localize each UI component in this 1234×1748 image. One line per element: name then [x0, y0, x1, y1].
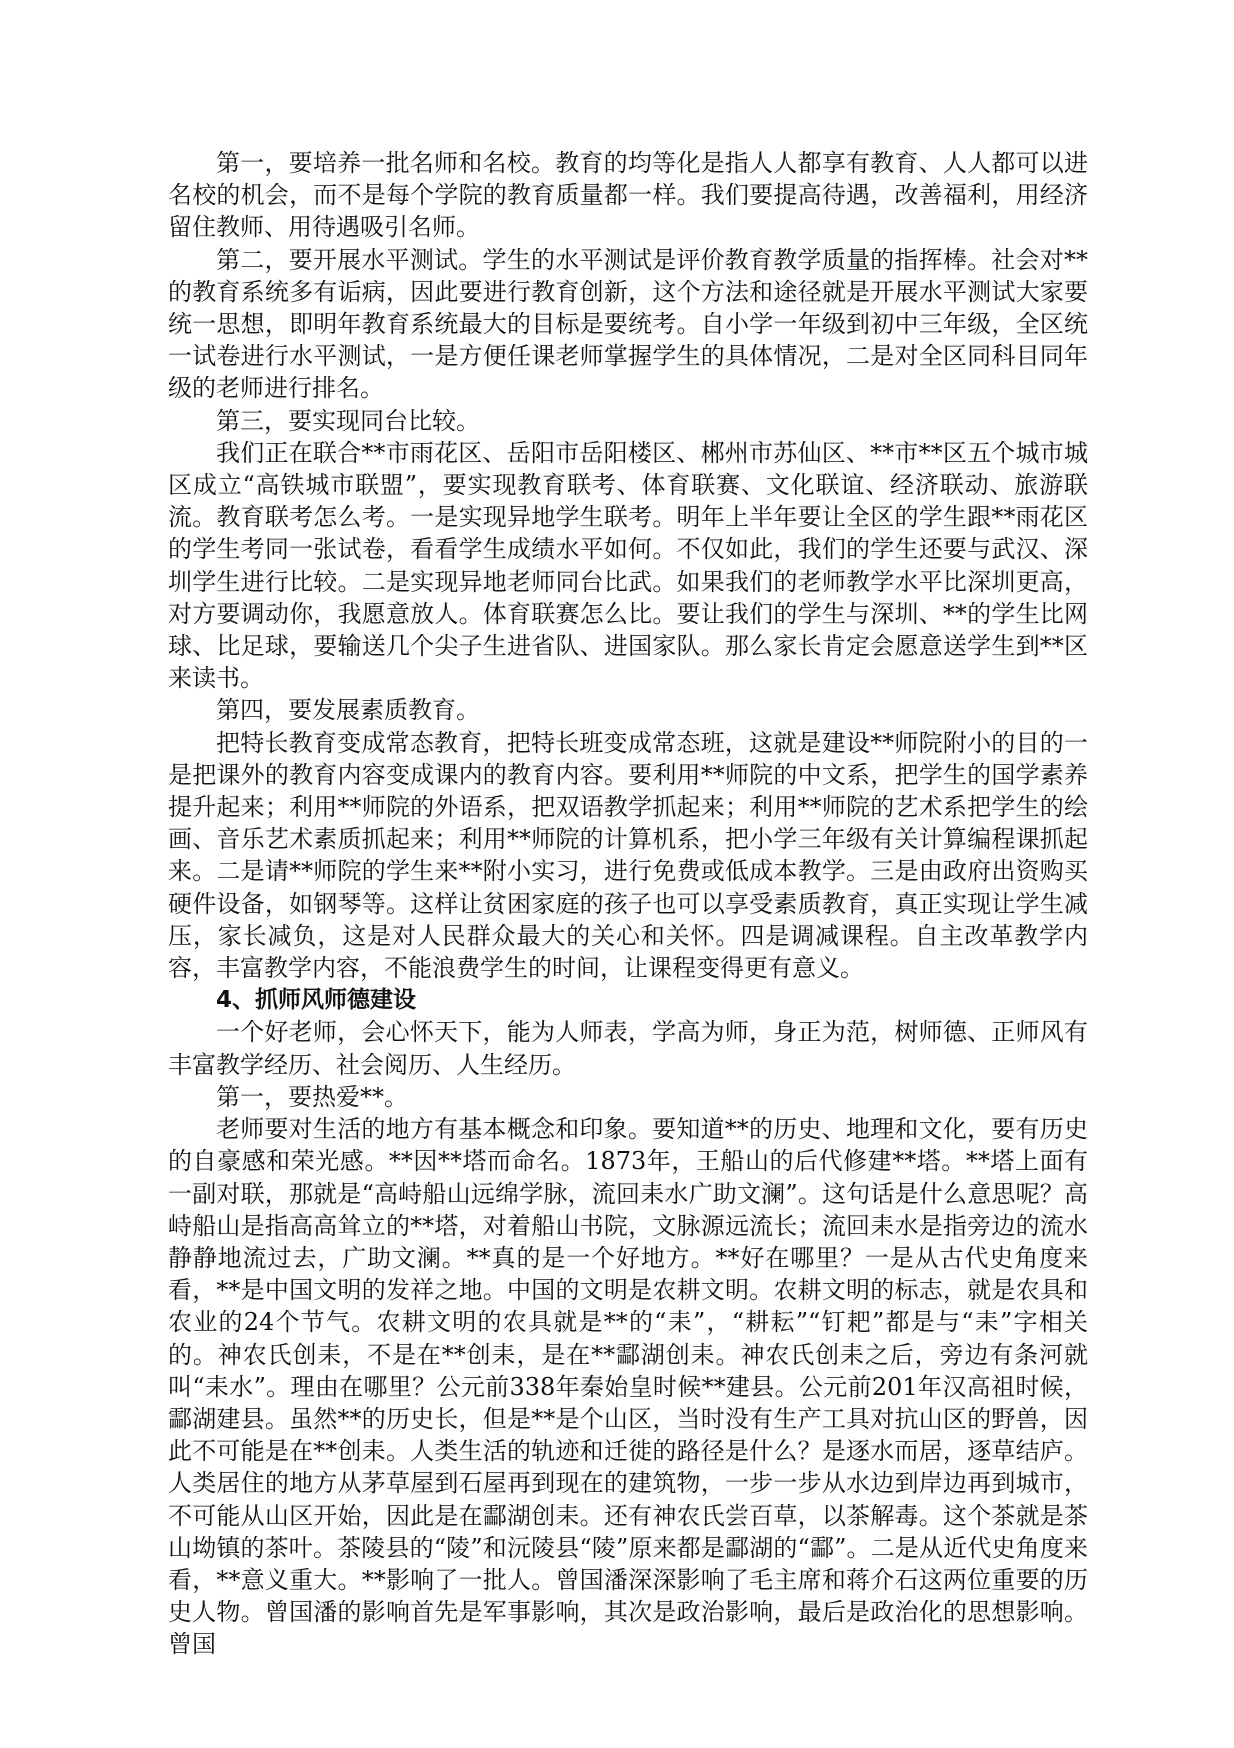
paragraph-good-teacher: 一个好老师，会心怀天下，能为人师表，学高为师，身正为范，树师德、正师风有丰富教学经历、社会阅历、人生经历。 — [168, 1018, 1088, 1079]
paragraph-second-level-test: 第二，要开展水平测试。学生的水平测试是评价教育教学质量的指挥棒。社会对**的教育系统多有诟病，因此要进行教育创新，这个方法和途径就是开展水平测试大家要统一思想，即明年教育系统最大的目标是要统考。自小学一年级到初中三年级，全区统一试卷进行水平测试，一是方便任课老师掌握学生的具体情况，二是对全区同科目同年级的老师进行排名。 — [168, 245, 1088, 403]
paragraph-history: 老师要对生活的地方有基本概念和印象。要知道**的历史、地理和文化，要有历史的自豪感和荣光感。**因**塔而命名。1873年，王船山的后代修建**塔。**塔上面有一副对联，那就是“高峙船山远绵学脉，流回耒水广助文澜”。这句话是什么意思呢？高峙船山是指高高耸立的**塔，对着船山书院，文脉源远流长；流回耒水是指旁边的流水静静地流过去，广助文澜。**真的是一个好地方。**好在哪里？一是从古代史角度来看，**是中国文明的发祥之地。中国的文明是农耕文明。农耕文明的标志，就是农具和农业的24个节气。农耕文明的农具就是**的“耒”，“耕耘”“钉耙”都是与“耒”字相关的。神农氏创耒，不是在**创耒，是在**酃湖创耒。神农氏创耒之后，旁边有条河就叫“耒水”。理由在哪里？公元前338年秦始皇时候**建县。公元前201年汉高祖时候，酃湖建县。虽然**的历史长，但是**是个山区，当时没有生产工具对抗山区的野兽，因此不可能是在**创耒。人类生活的轨迹和迁徙的路径是什么？是逐水而居，逐草结庐。人类居住的地方从茅草屋到石屋再到现在的建筑物，一步一步从水边到岸边再到城市，不可能从山区开始，因此是在酃湖创耒。还有神农氏尝百草，以茶解毒。这个茶就是茶山坳镇的茶叶。茶陵县的“陵”和沅陵县“陵”原来都是酃湖的“酃”。二是从近代史角度来看，**意义重大。**影响了一批人。曾国潘深深影响了毛主席和蒋介石这两位重要的历史人物。曾国潘的影响首先是军事影响，其次是政治影响，最后是政治化的思想影响。曾国 — [168, 1115, 1088, 1659]
paragraph-love-title: 第一，要热爱**。 — [216, 1082, 408, 1111]
paragraph-city-alliance: 我们正在联合**市雨花区、岳阳市岳阳楼区、郴州市苏仙区、**市**区五个城市城区成立“高铁城市联盟”，要实现教育联考、体育联赛、文化联谊、经济联动、旅游联流。教育联考怎么考。一是实现异地学生联考。明年上半年要让全区的学生跟**雨花区的学生考同一张试卷，看看学生成绩水平如何。不仅如此，我们的学生还要与武汉、深圳学生进行比较。二是实现异地老师同台比武。如果我们的老师教学水平比深圳更高，对方要调动你，我愿意放人。体育联赛怎么比。要让我们的学生与深圳、**的学生比网球、比足球，要输送几个尖子生进省队、进国家队。那么家长肯定会愿意送学生到**区来读书。 — [168, 438, 1088, 693]
paragraph-first-famous-teachers: 第一，要培养一批名师和名校。教育的均等化是指人人都享有教育、人人都可以进名校的机会，而不是每个学院的教育质量都一样。我们要提高待遇，改善福利，用经济留住教师、用待遇吸引名师。 — [168, 149, 1088, 242]
document-page — [168, 147, 1088, 1661]
paragraph-fourth-title: 第四，要发展素质教育。 — [216, 696, 480, 725]
paragraph-quality-education: 把特长教育变成常态教育，把特长班变成常态班，这就是建设**师院附小的目的一是把课外的教育内容变成课内的教育内容。要利用**师院的中文系，把学生的国学素养提升起来；利用**师院的外语系，把双语教学抓起来；利用**师院的艺术系把学生的绘画、音乐艺术素质抓起来；利用**师院的计算机系，把小学三年级有关计算编程课抓起来。二是请**师院的学生来**附小实习，进行免费或低成本教学。三是由政府出资购买硬件设备，如钢琴等。这样让贫困家庭的孩子也可以享受素质教育，真正实现让学生减压，家长减负，这是对人民群众最大的关心和关怀。四是调减课程。自主改革教学内容，丰富教学内容，不能浪费学生的时间，让课程变得更有意义。 — [168, 728, 1088, 983]
paragraph-third-title: 第三，要实现同台比较。 — [216, 406, 480, 435]
section-heading: 4、抓师风师德建设 — [216, 987, 417, 1014]
